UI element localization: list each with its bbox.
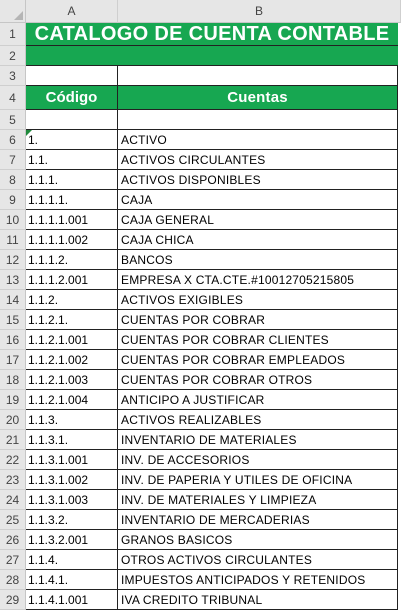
table-row — [0, 270, 401, 290]
account-code-cell[interactable]: 1.1.3.2. — [26, 510, 118, 530]
row-number[interactable]: 11 — [0, 230, 26, 250]
table-row — [0, 530, 401, 550]
table-row — [0, 190, 401, 210]
account-name-cell[interactable]: CUENTAS POR COBRAR CLIENTES — [118, 330, 398, 350]
cell-a[interactable] — [26, 110, 118, 130]
account-code-cell[interactable]: 1.1.2.1. — [26, 310, 118, 330]
table-row — [0, 490, 401, 510]
account-name-cell[interactable]: INV. DE ACCESORIOS — [118, 450, 398, 470]
row-number[interactable]: 28 — [0, 570, 26, 590]
row-number[interactable]: 10 — [0, 210, 26, 230]
row-number[interactable]: 26 — [0, 530, 26, 550]
row-number[interactable]: 14 — [0, 290, 26, 310]
account-code-cell[interactable]: 1.1.2.1.001 — [26, 330, 118, 350]
account-name-cell[interactable]: ACTIVO — [118, 130, 398, 150]
sheet-row — [0, 66, 401, 86]
cell-b[interactable] — [118, 66, 398, 86]
row-number[interactable]: 25 — [0, 510, 26, 530]
account-code-cell[interactable]: 1.1. — [26, 150, 118, 170]
table-row — [0, 450, 401, 470]
row-number[interactable]: 21 — [0, 430, 26, 450]
row-number[interactable]: 23 — [0, 470, 26, 490]
account-name-cell[interactable]: INVENTARIO DE MERCADERIAS — [118, 510, 398, 530]
table-row — [0, 410, 401, 430]
column-header-b[interactable]: B — [118, 0, 401, 23]
table-row — [0, 130, 401, 150]
account-name-cell[interactable]: CAJA — [118, 190, 398, 210]
account-code-cell[interactable]: 1.1.1.2.001 — [26, 270, 118, 290]
account-name-cell[interactable]: IVA CREDITO TRIBUNAL — [118, 590, 398, 610]
sheet-row — [0, 86, 401, 110]
row-number[interactable]: 13 — [0, 270, 26, 290]
table-row — [0, 510, 401, 530]
sheet-title[interactable]: CATALOGO DE CUENTA CONTABLE — [26, 23, 398, 46]
account-code-cell[interactable]: 1.1.3. — [26, 410, 118, 430]
table-row — [0, 550, 401, 570]
table-row — [0, 430, 401, 450]
row-number[interactable]: 5 — [0, 110, 26, 130]
row-number[interactable]: 9 — [0, 190, 26, 210]
cell-a[interactable] — [26, 66, 118, 86]
account-name-cell[interactable]: CUENTAS POR COBRAR OTROS — [118, 370, 398, 390]
table-row — [0, 590, 401, 610]
row-number[interactable]: 22 — [0, 450, 26, 470]
row-number[interactable]: 12 — [0, 250, 26, 270]
cell-b[interactable] — [118, 110, 398, 130]
sheet-row — [0, 46, 401, 66]
account-name-cell[interactable]: INV. DE MATERIALES Y LIMPIEZA — [118, 490, 398, 510]
sheet-row — [0, 110, 401, 130]
row-number[interactable]: 8 — [0, 170, 26, 190]
row-number[interactable]: 27 — [0, 550, 26, 570]
table-row — [0, 570, 401, 590]
account-code-cell[interactable]: 1.1.3.1.001 — [26, 450, 118, 470]
row-number[interactable]: 19 — [0, 390, 26, 410]
row-number[interactable]: 6 — [0, 130, 26, 150]
account-name-cell[interactable]: BANCOS — [118, 250, 398, 270]
row-number[interactable]: 15 — [0, 310, 26, 330]
account-code-cell[interactable]: 1.1.2.1.003 — [26, 370, 118, 390]
header-code[interactable]: Código — [26, 86, 118, 110]
account-name-cell[interactable]: ACTIVOS EXIGIBLES — [118, 290, 398, 310]
table-row — [0, 210, 401, 230]
row-number[interactable]: 1 — [0, 23, 26, 46]
account-code-cell[interactable]: 1.1.1.1. — [26, 190, 118, 210]
account-name-cell[interactable]: ACTIVOS CIRCULANTES — [118, 150, 398, 170]
account-name-cell[interactable]: ACTIVOS DISPONIBLES — [118, 170, 398, 190]
title-merged-cell[interactable] — [26, 46, 398, 66]
account-code-cell[interactable]: 1.1.4. — [26, 550, 118, 570]
row-number[interactable]: 17 — [0, 350, 26, 370]
account-code-cell[interactable]: 1.1.1.1.001 — [26, 210, 118, 230]
account-name-cell[interactable]: OTROS ACTIVOS CIRCULANTES — [118, 550, 398, 570]
table-row — [0, 310, 401, 330]
account-name-cell[interactable]: INV. DE PAPERIA Y UTILES DE OFICINA — [118, 470, 398, 490]
error-indicator-icon — [26, 130, 32, 136]
account-code-cell[interactable]: 1.1.1.1.002 — [26, 230, 118, 250]
account-code-cell[interactable]: 1.1.2.1.002 — [26, 350, 118, 370]
column-header-a[interactable]: A — [26, 0, 118, 23]
table-row — [0, 390, 401, 410]
account-code-cell[interactable]: 1.1.4.1.001 — [26, 590, 118, 610]
account-code-cell[interactable]: 1. — [26, 130, 118, 150]
account-name-cell[interactable]: IMPUESTOS ANTICIPADOS Y RETENIDOS — [118, 570, 398, 590]
account-name-cell[interactable]: GRANOS BASICOS — [118, 530, 398, 550]
account-name-cell[interactable]: EMPRESA X CTA.CTE.#10012705215805 — [118, 270, 398, 290]
account-name-cell[interactable]: INVENTARIO DE MATERIALES — [118, 430, 398, 450]
table-row — [0, 150, 401, 170]
account-code-cell[interactable]: 1.1.3.2.001 — [26, 530, 118, 550]
account-name-cell[interactable]: CAJA CHICA — [118, 230, 398, 250]
table-row — [0, 290, 401, 310]
row-number[interactable]: 29 — [0, 590, 26, 610]
account-code-cell[interactable]: 1.1.4.1. — [26, 570, 118, 590]
account-code-cell[interactable]: 1.1.1. — [26, 170, 118, 190]
sheet-row — [0, 23, 401, 46]
table-row — [0, 330, 401, 350]
account-code-cell[interactable]: 1.1.3.1. — [26, 430, 118, 450]
row-number[interactable]: 18 — [0, 370, 26, 390]
table-row — [0, 370, 401, 390]
account-code-cell[interactable]: 1.1.2. — [26, 290, 118, 310]
row-number[interactable]: 4 — [0, 86, 26, 110]
row-number[interactable]: 20 — [0, 410, 26, 430]
row-number[interactable]: 24 — [0, 490, 26, 510]
table-row — [0, 470, 401, 490]
account-name-cell[interactable]: ACTIVOS REALIZABLES — [118, 410, 398, 430]
row-number[interactable]: 2 — [0, 46, 26, 66]
account-code-cell[interactable]: 1.1.3.1.003 — [26, 490, 118, 510]
row-number[interactable]: 16 — [0, 330, 26, 350]
account-code-cell[interactable]: 1.1.2.1.004 — [26, 390, 118, 410]
row-number[interactable]: 7 — [0, 150, 26, 170]
header-accounts[interactable]: Cuentas — [118, 86, 398, 110]
account-name-cell[interactable]: CAJA GENERAL — [118, 210, 398, 230]
table-row — [0, 350, 401, 370]
account-name-cell[interactable]: CUENTAS POR COBRAR EMPLEADOS — [118, 350, 398, 370]
table-row — [0, 250, 401, 270]
select-all-corner[interactable] — [0, 0, 26, 23]
row-number[interactable]: 3 — [0, 66, 26, 86]
account-code-cell[interactable]: 1.1.1.2. — [26, 250, 118, 270]
table-row — [0, 170, 401, 190]
account-name-cell[interactable]: CUENTAS POR COBRAR — [118, 310, 398, 330]
account-name-cell[interactable]: ANTICIPO A JUSTIFICAR — [118, 390, 398, 410]
table-row — [0, 230, 401, 250]
account-code-cell[interactable]: 1.1.3.1.002 — [26, 470, 118, 490]
